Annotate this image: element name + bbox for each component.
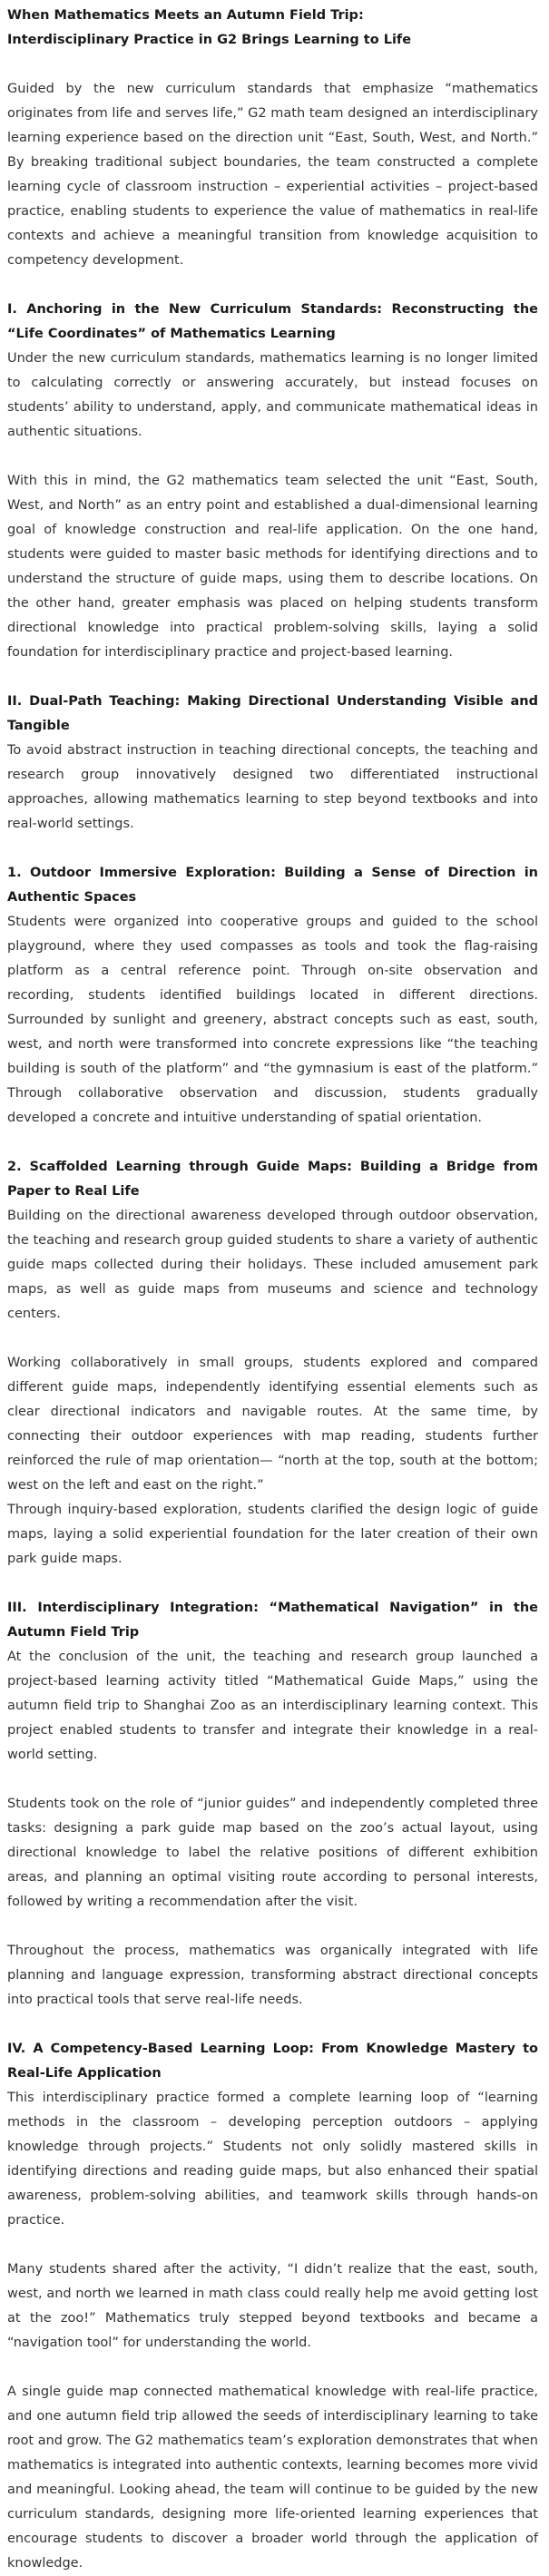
- section-4-paragraph-2: Many students shared after the activity, “I didn’t realize that the east, south, west, and north we learned in math class could really help me avoid getting lost at the zoo!” Mathematics truly stepped beyond textbooks and became a “navigation tool” for understanding the world.: [7, 2262, 538, 2350]
- section-3-paragraph-3: Throughout the process, mathematics was organically integrated with life planning and language expression, transforming abstract directional concepts into practical tools that serve real-life needs.: [7, 1944, 538, 2007]
- article-title-line-1: When Mathematics Meets an Autumn Field Trip:: [7, 8, 364, 23]
- section-1-paragraph-1: Under the new curriculum standards, mathematics learning is no longer limited to calculating correctly or answering accurately, but instead focuses on students’ ability to understand, apply, and communicate mathematical ideas in authentic situations.: [7, 351, 538, 439]
- section-3-paragraph-2: Students took on the role of “junior guides” and independently completed three tasks: designing a park guide map based on the zoo’s actual layout, using directional knowledge to label the relative positions of different exhibition areas, and planning an optimal visiting route according to personal interests, followed by writing a recommendation after the visit.: [7, 1797, 538, 1909]
- intro-paragraph: Guided by the new curriculum standards that emphasize “mathematics originates from life and serves life,” G2 math team designed an interdisciplinary learning experience based on the direction unit “East, South, West, and North.” By breaking traditional subject boundaries, the team constructed a complete learning cycle of classroom instruction – experiential activities – project-based practice, enabling students to experience the value of mathematics in real-life contexts and achieve a meaningful transition from knowledge acquisition to competency development.: [7, 82, 538, 268]
- section-4-paragraph-3: A single guide map connected mathematical knowledge with real-life practice, and one autumn field trip allowed the seeds of interdisciplinary learning to take root and grow. The G2 mathematics team’s exploration demonstrates that when mathematics is integrated into authentic contexts, learning becomes more vivid and meaningful. Looking ahead, the team will continue to be guided by the new curriculum standards, designing more life-oriented learning experiences that encourage students to discover a broader world through the application of knowledge.: [7, 2385, 538, 2571]
- article: [7, 4, 538, 2576]
- section-2a-paragraph-1: Students were organized into cooperative groups and guided to the school playground, where they used compasses as tools and took the flag-raising platform as a central reference point. Through on-site observation and recording, students identified buildings located in different directions. Surrounded by sunlight and greenery, abstract concepts such as east, south, west, and north were transformed into concrete expressions like “the teaching building is south of the platform” and “the gymnasium is east of the platform.” Through collaborative observation and discussion, students gradually developed a concrete and intuitive understanding of spatial orientation.: [7, 915, 538, 1125]
- article-title-line-2: Interdisciplinary Practice in G2 Brings Learning to Life: [7, 33, 412, 47]
- section-2-heading: II. Dual-Path Teaching: Making Directional Understanding Visible and Tangible: [7, 694, 538, 733]
- section-4-heading: IV. A Competency-Based Learning Loop: From Knowledge Mastery to Real-Life Application: [7, 2042, 538, 2081]
- section-3-heading: III. Interdisciplinary Integration: “Mathematical Navigation” in the Autumn Field Trip: [7, 1601, 538, 1640]
- section-1-paragraph-2: With this in mind, the G2 mathematics team selected the unit “East, South, West, and North” as an entry point and established a dual-dimensional learning goal of knowledge construction and real-life application. On the one hand, students were guided to master basic methods for identifying directions and to understand the structure of guide maps, using them to describe locations. On the other hand, greater emphasis was placed on helping students transform directional knowledge into practical problem-solving skills, laying a solid foundation for interdisciplinary practice and project-based learning.: [7, 474, 538, 660]
- section-2b-paragraph-2: Working collaboratively in small groups, students explored and compared different guide maps, independently identifying essential elements such as clear directional indicators and navigable routes. At the same time, by connecting their outdoor experiences with map reading, students further reinforced the rule of map orientation— “north at the top, south at the bottom; west on the left and east on the right.”: [7, 1356, 538, 1493]
- section-3-paragraph-1: At the conclusion of the unit, the teaching and research group launched a project-based learning activity titled “Mathematical Guide Maps,” using the autumn field trip to Shanghai Zoo as an interdisciplinary learning context. This project enabled students to transfer and integrate their knowledge in a real-world setting.: [7, 1650, 538, 1762]
- section-2b-paragraph-3: Through inquiry-based exploration, students clarified the design logic of guide maps, laying a solid experiential foundation for the later creation of their own park guide maps.: [7, 1503, 538, 1566]
- section-2b-paragraph-1: Building on the directional awareness developed through outdoor observation, the teaching and research group guided students to share a variety of authentic guide maps collected during their holidays. These included amusement park maps, as well as guide maps from museums and science and technology centers.: [7, 1209, 538, 1321]
- section-4-paragraph-1: This interdisciplinary practice formed a complete learning loop of “learning methods in the classroom – developing perception outdoors – applying knowledge through projects.” Students not only solidly mastered skills in identifying directions and reading guide maps, but also enhanced their spatial awareness, problem-solving abilities, and teamwork skills through hands-on practice.: [7, 2091, 538, 2228]
- section-2b-heading: 2. Scaffolded Learning through Guide Maps: Building a Bridge from Paper to Real Life: [7, 1160, 538, 1199]
- section-2-paragraph-1: To avoid abstract instruction in teaching directional concepts, the teaching and research group innovatively designed two differentiated instructional approaches, allowing mathematics learning to step beyond textbooks and into real-world settings.: [7, 743, 538, 831]
- section-1-heading: I. Anchoring in the New Curriculum Standards: Reconstructing the “Life Coordinates” of Mathematics Learning: [7, 302, 538, 341]
- section-2a-heading: 1. Outdoor Immersive Exploration: Building a Sense of Direction in Authentic Spaces: [7, 866, 538, 905]
